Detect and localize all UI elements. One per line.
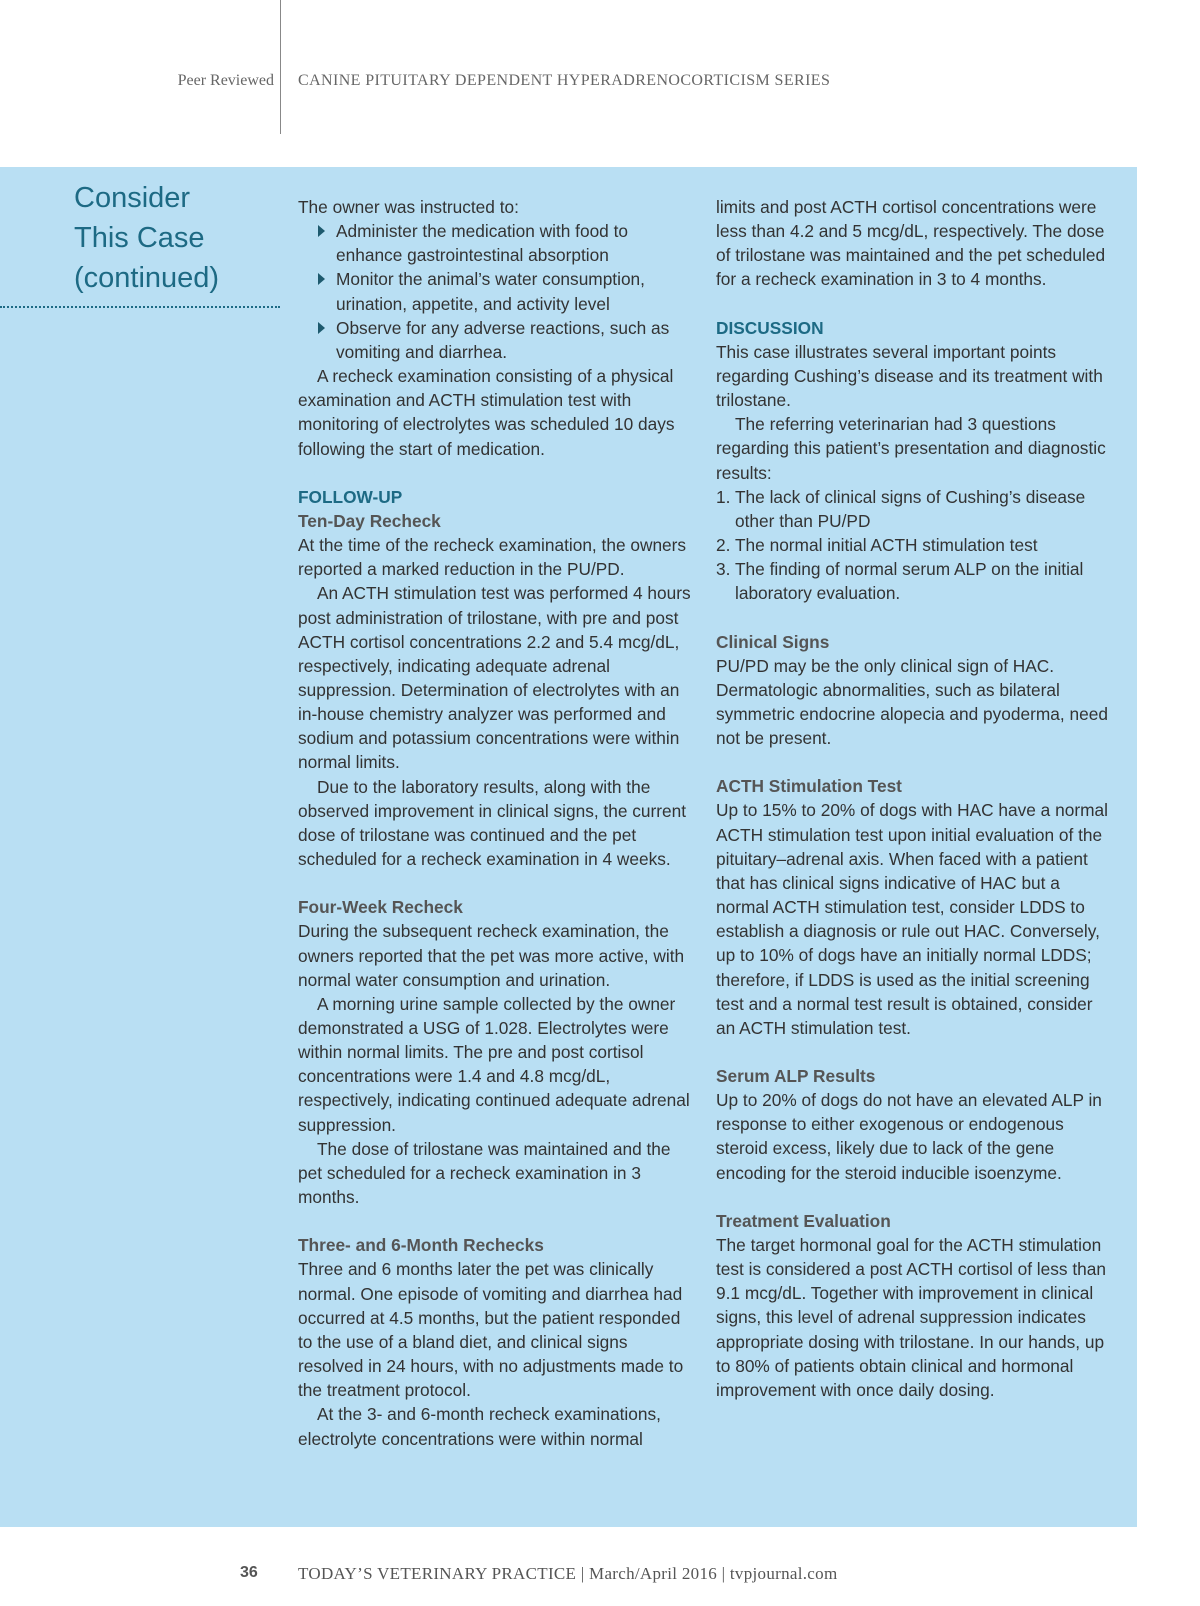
paragraph: This case illustrates several important points regarding Cushing’s disease and its treatment with trilostane. <box>716 341 1103 411</box>
paragraph: A recheck examination consisting of a physical examination and ACTH stimulation test with monitoring of electrolytes was scheduled 10 days following the start of medication. <box>298 366 675 459</box>
paragraph: Three and 6 months later the pet was clinically normal. One episode of vomiting and diarrhea had occurred at 4.5 months, but the patient responded to the use of a bland diet, and clinical signs resolved in 24 hours, with no adjustments made to the treatment protocol. <box>298 1259 684 1401</box>
paragraph: The referring veterinarian had 3 questions regarding this patient’s presentation and diagnostic results: <box>716 414 1106 483</box>
paragraph: At the 3- and 6-month recheck examinations, electrolyte concentrations were within normal <box>298 1404 661 1449</box>
case-title-line2: This Case <box>74 222 205 254</box>
list-item: Administer the medication with food to enhance gastrointestinal absorption <box>336 219 694 267</box>
list-number: 3. <box>716 559 731 580</box>
paragraph: A morning urine sample collected by the owner demonstrated a USG of 1.028. Electrolytes were within normal limits. The pre and post cortisol concentrations were 1.4 and 4.8 mcg/dL, respectively, indicating continued adequate adrenal suppression. <box>298 993 690 1135</box>
list-item-text: The normal initial ACTH stimulation test <box>735 535 1038 556</box>
case-title-line3: (continued) <box>74 262 220 294</box>
page-number: 36 <box>240 1564 258 1581</box>
paragraph: The dose of trilostane was maintained and the pet scheduled for a recheck examination in 3 months. <box>298 1138 671 1208</box>
dotted-divider <box>0 306 280 308</box>
subheading-four-week: Four-Week Recheck <box>298 897 463 918</box>
header-section-label: Peer Reviewed <box>177 72 274 89</box>
case-title-line1: Consider <box>74 182 191 214</box>
questions-list <box>716 485 1116 606</box>
section-heading-discussion: DISCUSSION <box>716 317 824 338</box>
subheading-ten-day: Ten-Day Recheck <box>298 510 441 531</box>
header-series-title: CANINE PITUITARY DEPENDENT HYPERADRENOCORTICISM SERIES <box>298 72 831 89</box>
paragraph: Due to the laboratory results, along with the observed improvement in clinical signs, the current dose of trilostane was continued and the pet scheduled for a recheck examination in 4 weeks. <box>298 776 687 870</box>
subheading-acth-test: ACTH Stimulation Test <box>716 776 902 797</box>
list-item: Monitor the animal’s water consumption, urination, appetite, and activity level <box>336 267 694 315</box>
list-item-text: The lack of clinical signs of Cushing’s disease other than PU/PD <box>735 486 1086 531</box>
paragraph: limits and post ACTH cortisol concentrations were less than 4.2 and 5 mcg/dL, respectively. The dose of trilostane was maintained and the pet scheduled for a recheck examination in 3 to 4 months. <box>716 197 1106 290</box>
subheading-serum-alp: Serum ALP Results <box>716 1066 876 1086</box>
paragraph: The target hormonal goal for the ACTH stimulation test is considered a post ACTH cortisol of less than 9.1 mcg/dL. Together with improvement in clinical signs, this level of adrenal suppression indicates appropriate dosing with trilostane. In our hands, up to 80% of patients obtain clinical and hormonal improvement with once daily dosing. <box>716 1234 1106 1400</box>
footer-publication: TODAY’S VETERINARY PRACTICE | March/April 2016 | tvpjournal.com <box>298 1564 838 1583</box>
list-item <box>716 557 1116 605</box>
paragraph: An ACTH stimulation test was performed 4 hours post administration of trilostane, with pre and post ACTH cortisol concentrations 2.2 and 5.4 mcg/dL, respectively, indicating adequate adrenal suppression. Determination of electrolytes with an in-house chemistry analyzer was performed and sodium and potassium concentrations were within normal limits. <box>298 583 691 773</box>
paragraph: At the time of the recheck examination, the owners reported a marked reduction in the PU/PD. <box>298 535 687 580</box>
list-item-text: The finding of normal serum ALP on the initial laboratory evaluation. <box>735 559 1084 604</box>
owner-instructions-list <box>298 219 694 364</box>
owner-instructions-intro: The owner was instructed to: <box>298 197 519 217</box>
paragraph: Up to 15% to 20% of dogs with HAC have a normal ACTH stimulation test upon initial evaluation of the pituitary–adrenal axis. When faced with a patient that has clinical signs indicative of HAC but a normal ACTH stimulation test, consider LDDS to establish a diagnosis or rule out HAC. Conversely, up to 10% of dogs have an initially normal LDDS; therefore, if LDDS is used as the initial screening test and a normal test result is obtained, consider an ACTH stimulation test. <box>716 800 1108 1038</box>
list-item: Observe for any adverse reactions, such as vomiting and diarrhea. <box>336 316 694 364</box>
paragraph: During the subsequent recheck examination, the owners reported that the pet was more active, with normal water consumption and urination. <box>298 921 685 990</box>
list-number: 1. <box>716 486 731 507</box>
paragraph: PU/PD may be the only clinical sign of HAC. Dermatologic abnormalities, such as bilateral symmetric endocrine alopecia and pyoderma, need not be present. <box>716 655 1108 749</box>
case-title <box>74 178 219 298</box>
list-item <box>716 485 1116 533</box>
subheading-treatment-evaluation: Treatment Evaluation <box>716 1210 891 1231</box>
header-divider <box>280 0 281 134</box>
section-heading-followup: FOLLOW-UP <box>298 486 403 507</box>
list-number: 2. <box>716 535 731 556</box>
subheading-three-six-month: Three- and 6-Month Rechecks <box>298 1235 544 1256</box>
list-item <box>716 533 1116 557</box>
paragraph: Up to 20% of dogs do not have an elevated ALP in response to either exogenous or endogenous steroid excess, likely due to lack of the gene encoding for the steroid inducible isoenzyme. <box>716 1090 1102 1183</box>
column-left <box>298 195 694 1451</box>
subheading-clinical-signs: Clinical Signs <box>716 631 830 652</box>
column-right <box>716 195 1116 1402</box>
